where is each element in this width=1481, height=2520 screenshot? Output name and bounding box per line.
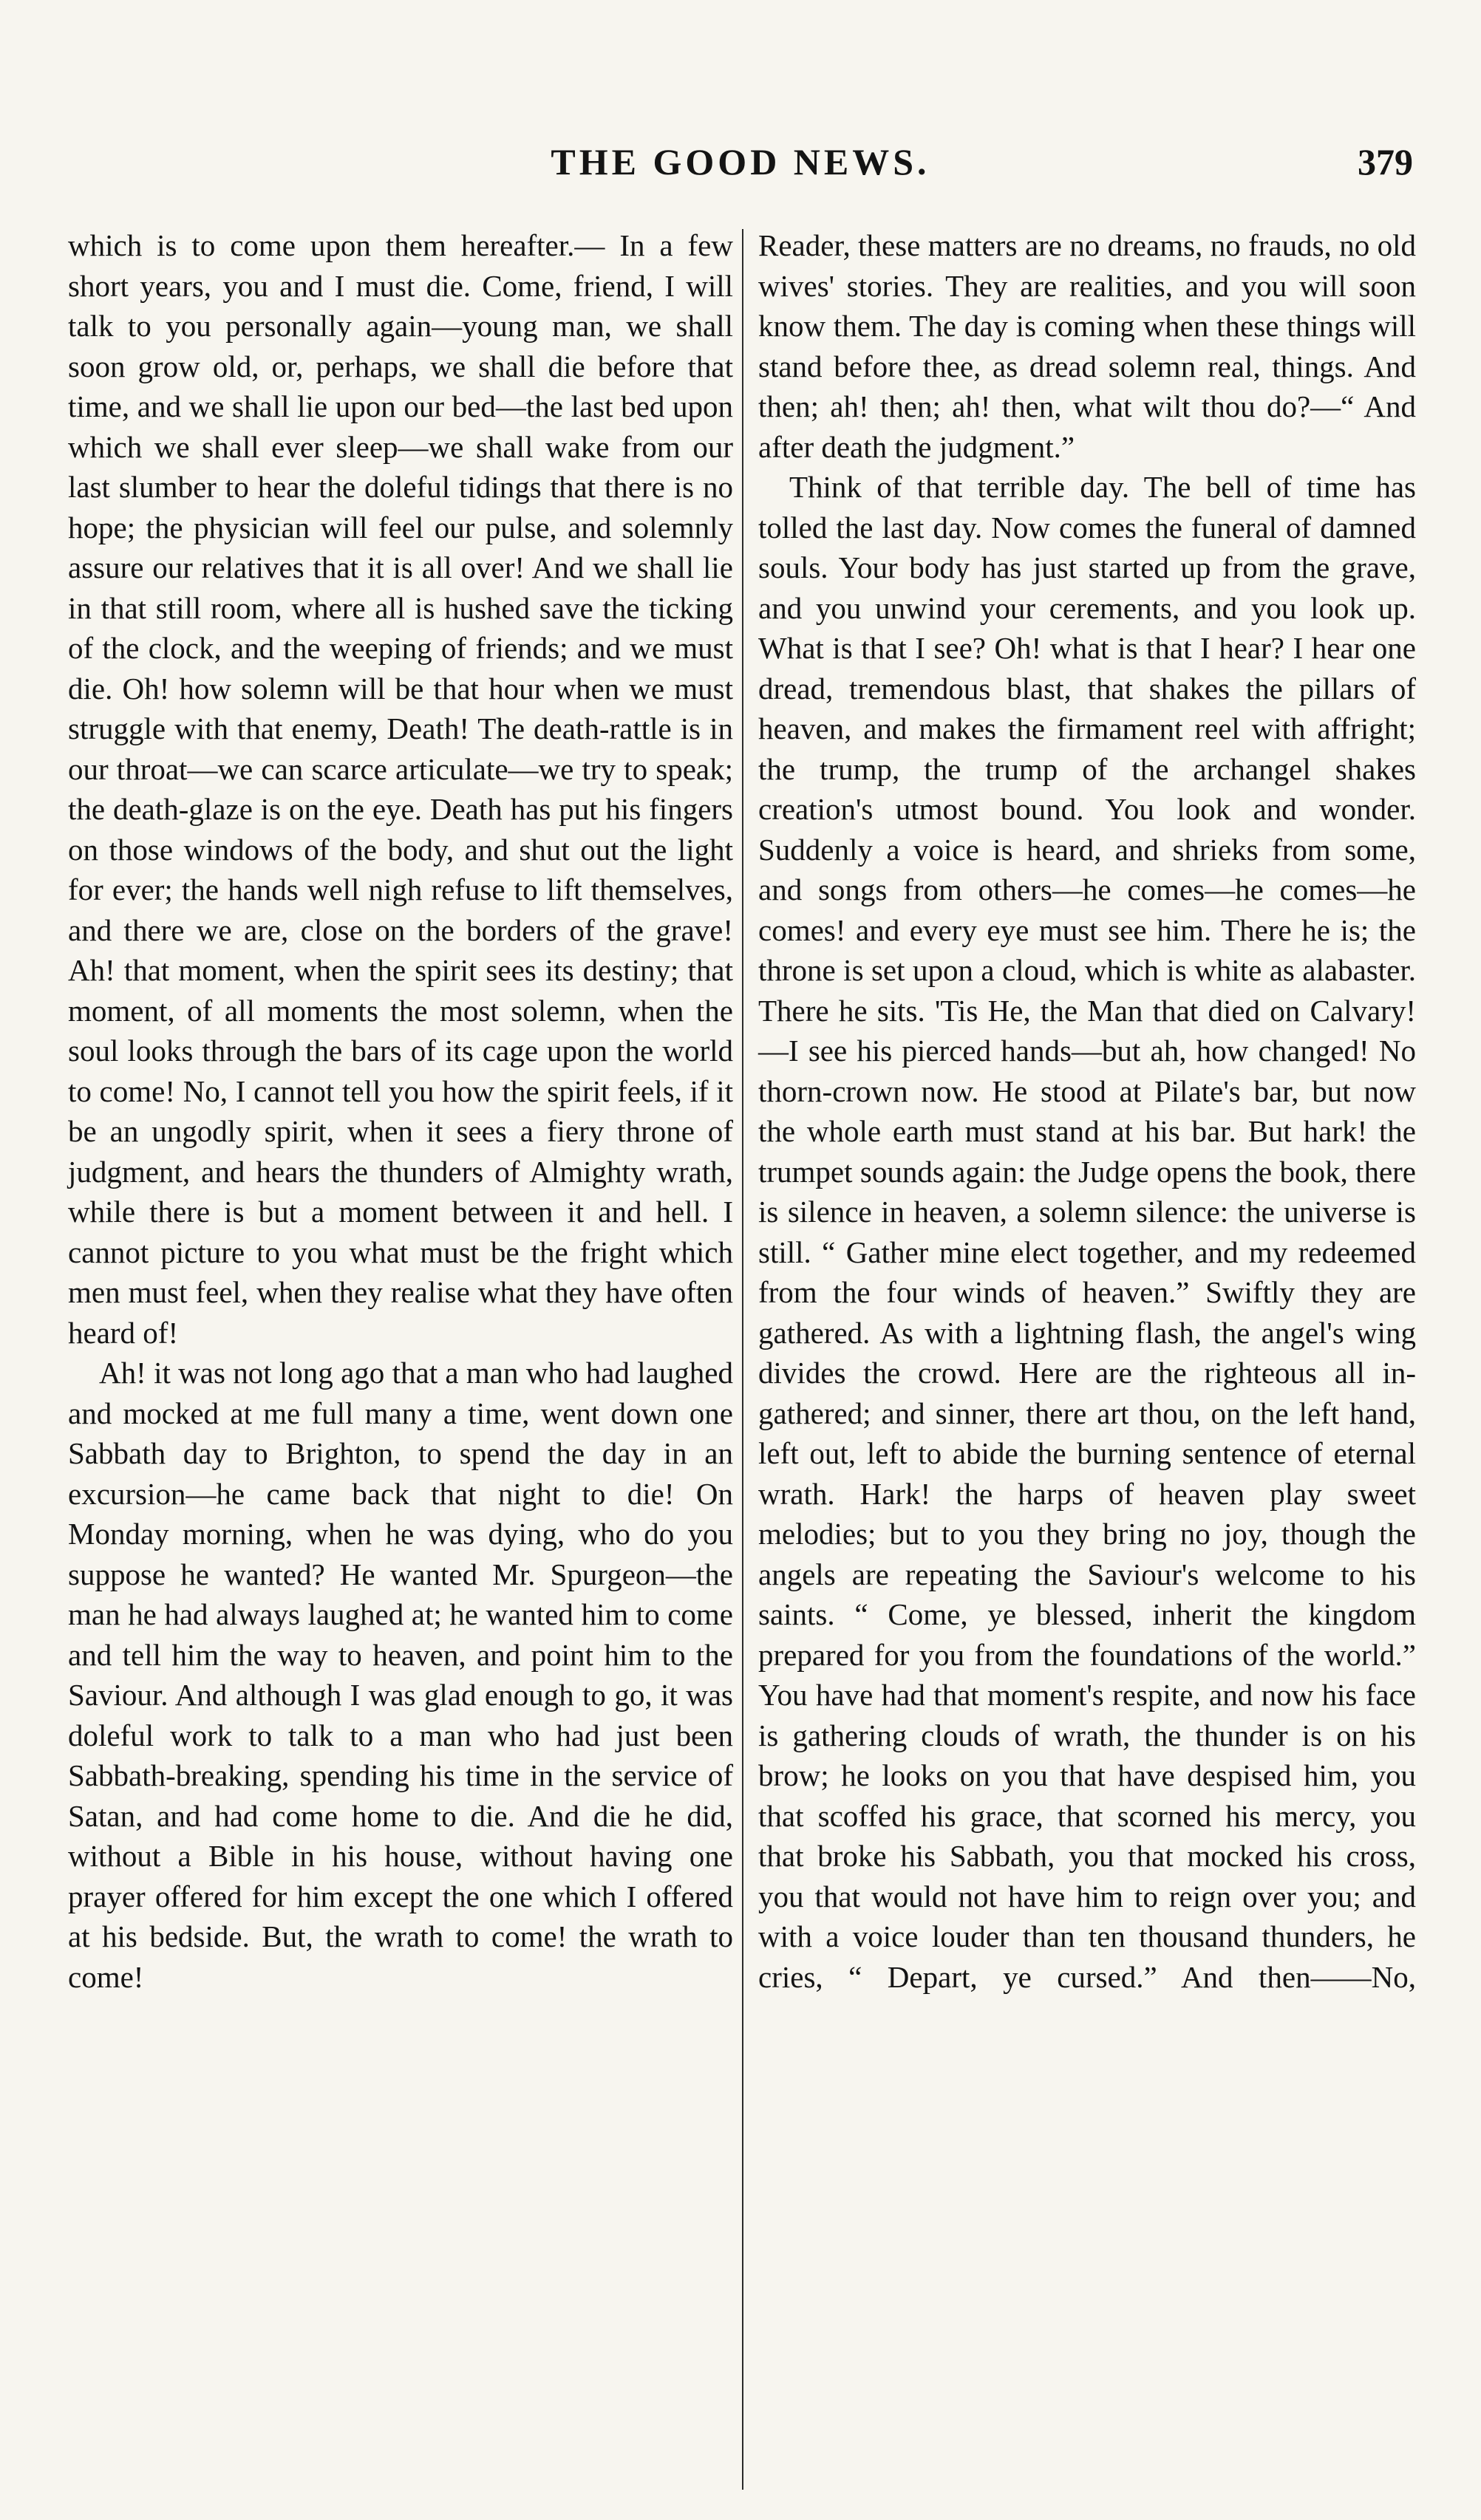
page-header	[0, 132, 1481, 198]
left-column	[68, 225, 733, 1997]
right-paragraph-1: Reader, these matters are no dreams, no frauds, no old wives' stories. They are realities, and you will soon know them. The day is coming when these things will stand before thee, as dread solemn real, things. And then; ah! then; ah! then, what wilt thou do?—“ And after death the judgment.”	[758, 228, 1416, 464]
left-paragraph-1: which is to come upon them hereafter.— In a few short years, you and I must die. Come, friend, I will talk to you personally again—young man, we shall soon grow old, or, perhaps, we shall die before that time, and we shall lie upon our bed—the last bed upon which we shall ever sleep—we shall wake from our last slumber to hear the doleful tidings that there is no hope; the physician will feel our pulse, and solemnly assure our relatives that it is all over! And we shall lie in that still room, where all is hushed save the ticking of the clock, and the weeping of friends; and we must die. Oh! how solemn will be that hour when we must struggle with that enemy, Death! The death-rattle is in our throat—we can scarce articulate—we try to speak; the death-glaze is on the eye. Death has put his fingers on those windows of the body, and shut out the light for ever; the hands well nigh refuse to lift themselves, and there we are, close on the borders of the grave! Ah! that moment, when the spirit sees its destiny; that moment, of all moments the most solemn, when the soul looks through the bars of its cage upon the world to come! No, I cannot tell you how the spirit feels, if it be an ungodly spirit, when it sees a fiery throne of judgment, and hears the thunders of Almighty wrath, while there is but a moment between it and hell. I cannot picture to you what must be the fright which men must feel, when they realise what they have often heard of!	[68, 228, 733, 1350]
column-divider	[742, 229, 743, 2490]
left-paragraph-2: Ah! it was not long ago that a man who had laughed and mocked at me full many a time, went down one Sabbath day to Brighton, to spend the day in an excursion—he came back that night to die! On Monday morning, when he was dying, who do you suppose he wanted? He wanted Mr. Spurgeon—the man he had always laughed at; he wanted him to come and tell him the way to heaven, and point him to the Saviour. And although I was glad enough to go, it was doleful work to talk to a man who had just been Sabbath-breaking, spending his time in the service of Satan, and had come home to die. And die he did, without a Bible in his house, without having one prayer offered for him except the one which I offered at his bedside. But, the wrath to come! the wrath to come!	[68, 1356, 733, 1994]
running-head: THE GOOD NEWS.	[551, 141, 930, 182]
right-paragraph-2: Think of that terrible day. The bell of time has tolled the last day. Now comes the funeral of damned souls. Your body has just started up from the grave, and you unwind your cerements, and you look up. What is that I see? Oh! what is that I hear? I hear one dread, tremendous blast, that shakes the pillars of heaven, and makes the firmament reel with affright; the trump, the trump of the archangel shakes creation's utmost bound. You look and wonder. Suddenly a voice is heard, and shrieks from some, and songs from others—he comes—he comes—he comes! and every eye must see him. There he is; the throne is set upon a cloud, which is white as alabaster. There he sits. 'Tis He, the Man that died on Calvary!—I see his pierced hands—but ah, how changed! No thorn-crown now. He stood at Pilate's bar, but now the whole earth must stand at his bar. But hark! the trumpet sounds again: the Judge opens the book, there is silence in heaven, a solemn silence: the universe is still. “ Gather mine elect together, and my redeemed from the four winds of heaven.” Swiftly they are gathered. As with a lightning flash, the angel's wing divides the crowd. Here are the righteous all in-gathered; and sinner, there art thou, on the left hand, left out, left to abide the burning sentence of eternal wrath. Hark! the harps of heaven play sweet melodies; but to you they bring no joy, though the angels are repeating the Saviour's welcome to his saints. “ Come, ye blessed, inherit the kingdom prepared for you from the foundations of the world.” You have had that moment's respite, and now his face is gathering clouds of wrath, the thunder is on his brow; he looks on you that have despised him, you that scoffed his grace, that scorned his mercy, you that broke his Sabbath, you that mocked his cross, you that would not have him to reign over you; and with a voice louder than ten thousand thunders, he cries, “ Depart, ye cursed.” And then——No,	[758, 470, 1416, 1994]
right-column	[758, 225, 1416, 1997]
page-number: 379	[1358, 141, 1413, 182]
